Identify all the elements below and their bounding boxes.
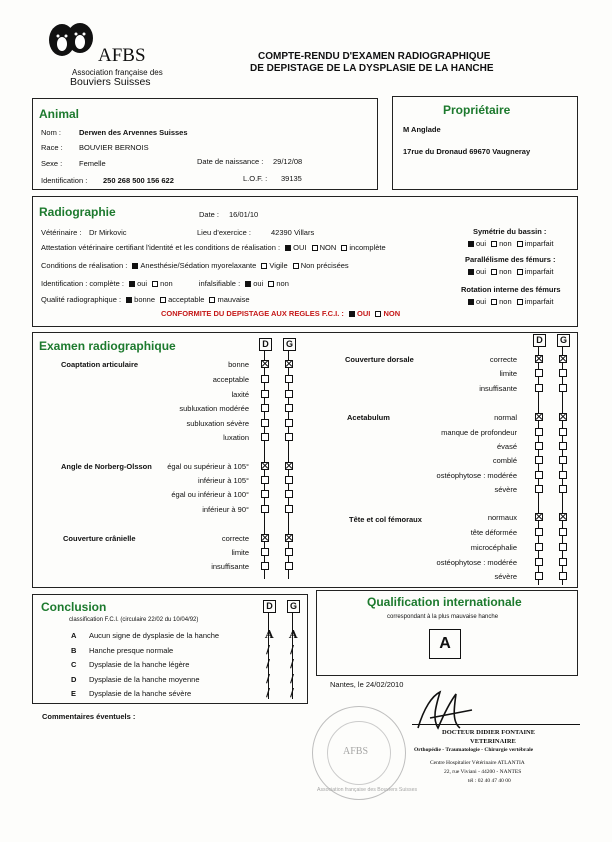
radiographie-title: Radiographie <box>39 205 116 219</box>
attestation-row <box>41 243 386 252</box>
proprietaire-title: Propriétaire <box>443 103 511 117</box>
rotation-non-checkbox[interactable] <box>491 299 497 305</box>
conditions-label: Conditions de réalisation : <box>41 261 128 270</box>
acetabulum-osteo-sev-d-checkbox[interactable] <box>535 485 543 493</box>
coaptation-luxation-d-checkbox[interactable] <box>261 433 269 441</box>
attestation-non-checkbox[interactable] <box>312 245 318 251</box>
infalsifiable-label: infalsifiable : <box>198 279 241 288</box>
acetabulum-item: sévère <box>494 485 517 494</box>
norberg-label: Angle de Norberg-Olsson <box>61 462 152 471</box>
stamp-line2: VETERINAIRE <box>470 738 516 745</box>
id-label: Identification : <box>41 176 88 185</box>
examen-title: Examen radiographique <box>39 339 176 353</box>
vet-stamp <box>412 724 580 794</box>
logo-line1: Association française des <box>72 68 163 77</box>
coaptation-luxation-g-checkbox[interactable] <box>285 433 293 441</box>
attestation-incomplete-label: incomplète <box>349 243 386 252</box>
couv-dors-insuff-g-checkbox[interactable] <box>559 384 567 392</box>
coaptation-subluxmod-d-checkbox[interactable] <box>261 404 269 412</box>
couv-cran-item: correcte <box>221 534 249 543</box>
parallelisme-imparfait-label: imparfait <box>524 267 554 276</box>
right-col-g-header: G <box>557 334 570 347</box>
coaptation-subluxsev-d-checkbox[interactable] <box>261 419 269 427</box>
ident-complete-non-checkbox[interactable] <box>152 281 158 287</box>
grade-letter: B <box>71 646 77 655</box>
dog-logo-icon <box>46 20 96 62</box>
lof-value: 39135 <box>281 174 302 183</box>
examen-section <box>32 332 578 588</box>
qualification-grade-box <box>429 629 461 659</box>
logo <box>42 18 172 88</box>
coaptation-acceptable-g-checkbox[interactable] <box>285 375 293 383</box>
couv-dors-item: limite <box>499 369 517 378</box>
couv-cran-correcte-d-checkbox[interactable] <box>261 534 269 542</box>
norberg-105plus-d-checkbox[interactable] <box>261 462 269 470</box>
grade-text: Hanche presque normale <box>89 646 174 655</box>
parallelisme-label: Parallélisme des fémurs : <box>465 255 556 264</box>
conformite-non-label: NON <box>383 309 401 318</box>
couv-cran-limite-g-checkbox[interactable] <box>285 548 293 556</box>
attestation-incomplete-checkbox[interactable] <box>341 245 347 251</box>
grade-d-value: / <box>266 657 271 670</box>
rotation-imparfait-checkbox[interactable] <box>517 299 523 305</box>
animal-section <box>32 98 378 190</box>
place-date: Nantes, le 24/02/2010 <box>330 680 404 689</box>
seal-text: Association française des Bouviers Suisses <box>317 787 418 793</box>
symetrie-imparfait-label: imparfait <box>524 239 554 248</box>
radio-date-value: 16/01/10 <box>229 210 259 219</box>
rotation-non-label: non <box>499 297 512 306</box>
coaptation-item: acceptable <box>212 375 249 384</box>
qualification-subtitle: correspondant à la plus mauvaise hanche <box>387 614 499 620</box>
rotation-imparfait-label: imparfait <box>524 297 554 306</box>
attestation-label: Attestation vétérinaire certifiant l'identité et les conditions de réalisation : <box>41 243 281 252</box>
couv-cran-insuff-g-checkbox[interactable] <box>285 562 293 570</box>
title-line1: COMPTE-RENDU D'EXAMEN RADIOGRAPHIQUE <box>258 51 491 62</box>
title-line2: DE DEPISTAGE DE LA DYSPLASIE DE LA HANCHE <box>250 63 494 74</box>
left-col-d-header: D <box>259 338 272 351</box>
coaptation-item: subluxation sévère <box>186 419 249 428</box>
parallelisme-options <box>465 267 553 276</box>
grade-text: Dysplasie de la hanche sévère <box>89 689 192 698</box>
rotation-label: Rotation interne des fémurs <box>461 285 561 294</box>
couv-dors-limite-d-checkbox[interactable] <box>535 369 543 377</box>
grade-g-value: A <box>289 628 298 641</box>
attestation-oui-checkbox[interactable] <box>285 245 291 251</box>
coaptation-subluxsev-g-checkbox[interactable] <box>285 419 293 427</box>
parallelisme-non-checkbox[interactable] <box>491 269 497 275</box>
conclusion-col-g-header: G <box>287 600 300 613</box>
conformite-label: CONFORMITE DU DEPISTAGE AUX REGLES F.C.I. : <box>161 309 344 318</box>
stamp-line6: tél : 02 40 47 40 00 <box>468 778 511 784</box>
ident-complete-oui-label: oui <box>137 279 148 288</box>
grade-text: Aucun signe de dysplasie de la hanche <box>89 631 220 640</box>
grade-d-value: / <box>266 686 271 699</box>
grade-d-value: / <box>266 672 271 685</box>
cond-anesthesie-label: Anesthésie/Sédation myorelaxante <box>140 261 257 270</box>
rotation-oui-checkbox[interactable] <box>468 299 474 305</box>
symetrie-non-label: non <box>499 239 512 248</box>
commentaires-label: Commentaires éventuels : <box>42 712 136 721</box>
qualite-label: Qualité radiographique : <box>41 295 122 304</box>
grade-g-value: / <box>290 657 295 670</box>
conformite-row <box>161 309 400 318</box>
parallelisme-non-label: non <box>499 267 512 276</box>
vet-stamp-rule <box>412 724 580 725</box>
tete-osteo-mod-g-checkbox[interactable] <box>559 558 567 566</box>
couv-cran-insuff-d-checkbox[interactable] <box>261 562 269 570</box>
qualite-bonne-label: bonne <box>134 295 156 304</box>
seal-abbr: AFBS <box>343 746 369 757</box>
attestation-oui-label: OUI <box>293 243 307 252</box>
owner-name: M Anglade <box>403 125 441 134</box>
acetabulum-comble-d-checkbox[interactable] <box>535 456 543 464</box>
owner-address: 17rue du Dronaud 69670 Vaugneray <box>403 147 531 156</box>
lof-label: L.O.F. : <box>243 174 268 183</box>
norberg-100-g-checkbox[interactable] <box>285 490 293 498</box>
right-col-d-header: D <box>533 334 546 347</box>
parallelisme-imparfait-checkbox[interactable] <box>517 269 523 275</box>
norberg-item: inférieur à 90° <box>202 505 249 514</box>
acetabulum-item: évasé <box>496 442 517 451</box>
norberg-105minus-d-checkbox[interactable] <box>261 476 269 484</box>
conditions-row <box>41 261 349 270</box>
grade-d-value: / <box>266 643 271 656</box>
tete-osteo-sev-g-checkbox[interactable] <box>559 572 567 580</box>
logo-abbr: AFBS <box>98 45 146 66</box>
infalsifiable-oui-label: oui <box>253 279 264 288</box>
cond-nonprecisees-label: Non précisées <box>300 261 349 270</box>
acetabulum-normal-d-checkbox[interactable] <box>535 413 543 421</box>
norberg-100-d-checkbox[interactable] <box>261 490 269 498</box>
norberg-item: égal ou supérieur à 105° <box>167 462 249 471</box>
grade-d-value: A <box>265 628 274 641</box>
coaptation-subluxmod-g-checkbox[interactable] <box>285 404 293 412</box>
tete-micro-g-checkbox[interactable] <box>559 543 567 551</box>
acetabulum-label: Acetabulum <box>347 413 390 422</box>
infalsifiable-oui-checkbox[interactable] <box>245 281 251 287</box>
nom-label: Nom : <box>41 128 62 137</box>
acetabulum-comble-g-checkbox[interactable] <box>559 456 567 464</box>
vet-value: Dr Mirkovic <box>89 228 127 237</box>
coaptation-bonne-g-checkbox[interactable] <box>285 360 293 368</box>
parallelisme-oui-checkbox[interactable] <box>468 269 474 275</box>
coaptation-label: Coaptation articulaire <box>61 360 139 369</box>
ident-complete-non-label: non <box>160 279 173 288</box>
acetabulum-item: manque de profondeur <box>441 428 517 437</box>
ident-complete-oui-checkbox[interactable] <box>129 281 135 287</box>
conformite-non-checkbox[interactable] <box>375 311 381 317</box>
race-value: BOUVIER BERNOIS <box>79 143 149 152</box>
symetrie-oui-label: oui <box>476 239 487 248</box>
acetabulum-osteo-sev-g-checkbox[interactable] <box>559 485 567 493</box>
conclusion-section <box>32 594 308 704</box>
tete-item: sévère <box>494 572 517 581</box>
norberg-105minus-g-checkbox[interactable] <box>285 476 293 484</box>
coaptation-laxite-g-checkbox[interactable] <box>285 390 293 398</box>
identification-row <box>41 279 289 288</box>
acetabulum-item: normal <box>494 413 517 422</box>
tete-normaux-d-checkbox[interactable] <box>535 513 543 521</box>
tete-deformee-g-checkbox[interactable] <box>559 528 567 536</box>
tete-item: tête déformée <box>470 528 517 537</box>
coaptation-acceptable-d-checkbox[interactable] <box>261 375 269 383</box>
qualite-acceptable-checkbox[interactable] <box>160 297 166 303</box>
cond-nonprecisees-checkbox[interactable] <box>293 263 299 269</box>
sexe-value: Femelle <box>79 159 106 168</box>
couv-dors-correcte-d-checkbox[interactable] <box>535 355 543 363</box>
logo-line2: Bouviers Suisses <box>70 76 151 88</box>
grade-text: Dysplasie de la hanche moyenne <box>89 675 200 684</box>
qualite-bonne-checkbox[interactable] <box>126 297 132 303</box>
rotation-options <box>465 297 553 306</box>
acetabulum-evase-d-checkbox[interactable] <box>535 442 543 450</box>
tete-osteo-mod-d-checkbox[interactable] <box>535 558 543 566</box>
classification-note: classification F.C.I. (circulaire 22/02 du 10/04/92) <box>69 617 199 623</box>
tete-micro-d-checkbox[interactable] <box>535 543 543 551</box>
couv-cran-label: Couverture crânielle <box>63 534 136 543</box>
coaptation-item: laxité <box>231 390 249 399</box>
tete-osteo-sev-d-checkbox[interactable] <box>535 572 543 580</box>
acetabulum-normal-g-checkbox[interactable] <box>559 413 567 421</box>
grade-letter: A <box>71 631 77 640</box>
lieu-value: 42390 Villars <box>271 228 315 237</box>
qualification-section <box>316 590 578 676</box>
acetabulum-osteo-mod-g-checkbox[interactable] <box>559 471 567 479</box>
grade-g-value: / <box>290 643 295 656</box>
couv-dors-label: Couverture dorsale <box>345 355 414 364</box>
tete-deformee-d-checkbox[interactable] <box>535 528 543 536</box>
cond-vigile-checkbox[interactable] <box>261 263 267 269</box>
nom-value: Derwen des Arvennes Suisses <box>79 128 188 137</box>
qualification-title: Qualification internationale <box>367 595 522 609</box>
stamp-line5: 22, rue Viviani - 44200 - NANTES <box>444 769 522 775</box>
tete-normaux-g-checkbox[interactable] <box>559 513 567 521</box>
couv-dors-item: correcte <box>489 355 517 364</box>
qualite-mauvaise-checkbox[interactable] <box>209 297 215 303</box>
proprietaire-section <box>392 96 578 190</box>
infalsifiable-non-checkbox[interactable] <box>268 281 274 287</box>
couv-dors-limite-g-checkbox[interactable] <box>559 369 567 377</box>
symetrie-imparfait-checkbox[interactable] <box>517 241 523 247</box>
norberg-item: inférieur à 105° <box>198 476 249 485</box>
symetrie-oui-checkbox[interactable] <box>468 241 474 247</box>
sexe-label: Sexe : <box>41 159 63 168</box>
animal-title: Animal <box>39 107 80 121</box>
afbs-seal <box>312 706 418 800</box>
norberg-105plus-g-checkbox[interactable] <box>285 462 293 470</box>
couv-dors-item: insuffisante <box>479 384 517 393</box>
qualification-grade: A <box>439 635 451 652</box>
cond-vigile-label: Vigile <box>269 261 288 270</box>
conclusion-title: Conclusion <box>41 600 107 614</box>
symetrie-label: Symétrie du bassin : <box>473 227 547 236</box>
grade-letter: C <box>71 660 77 669</box>
qualite-acceptable-label: acceptable <box>168 295 205 304</box>
attestation-non-label: NON <box>319 243 337 252</box>
rotation-oui-label: oui <box>476 297 487 306</box>
race-label: Race : <box>41 143 63 152</box>
ident-label: Identification : complète : <box>41 279 124 288</box>
couv-cran-item: insuffisante <box>211 562 249 571</box>
tete-item: ostéophytose : modérée <box>436 558 517 567</box>
acetabulum-item: ostéophytose : modérée <box>436 471 517 480</box>
symetrie-non-checkbox[interactable] <box>491 241 497 247</box>
acetabulum-evase-g-checkbox[interactable] <box>559 442 567 450</box>
parallelisme-oui-label: oui <box>476 267 487 276</box>
couv-dors-insuff-d-checkbox[interactable] <box>535 384 543 392</box>
coaptation-item: subluxation modérée <box>179 404 249 413</box>
norberg-90-g-checkbox[interactable] <box>285 505 293 513</box>
left-col-g-header: G <box>283 338 296 351</box>
couv-dors-correcte-g-checkbox[interactable] <box>559 355 567 363</box>
grade-letter: D <box>71 675 77 684</box>
coaptation-item: luxation <box>223 433 249 442</box>
grade-g-value: / <box>290 686 295 699</box>
tete-label: Tête et col fémoraux <box>349 515 422 524</box>
id-value: 250 268 500 156 622 <box>103 176 174 185</box>
radio-date-label: Date : <box>199 210 220 219</box>
vet-label: Vétérinaire : <box>41 228 82 237</box>
couv-cran-limite-d-checkbox[interactable] <box>261 548 269 556</box>
acetabulum-manque-d-checkbox[interactable] <box>535 428 543 436</box>
stamp-line3: Orthopédie - Traumatologie - Chirurgie vertébrale <box>414 747 534 753</box>
acetabulum-item: comblé <box>492 456 517 465</box>
qualite-row <box>41 295 250 304</box>
norberg-item: égal ou inférieur à 100° <box>171 490 249 499</box>
conformite-oui-checkbox[interactable] <box>349 311 355 317</box>
radiographie-section <box>32 196 578 327</box>
acetabulum-manque-g-checkbox[interactable] <box>559 428 567 436</box>
infalsifiable-non-label: non <box>276 279 289 288</box>
dob-value: 29/12/08 <box>273 157 303 166</box>
cond-anesthesie-checkbox[interactable] <box>132 263 138 269</box>
tete-item: normaux <box>487 513 517 522</box>
acetabulum-osteo-mod-d-checkbox[interactable] <box>535 471 543 479</box>
tete-item: microcéphalie <box>470 543 517 552</box>
dob-label: Date de naissance : <box>197 157 264 166</box>
grade-text: Dysplasie de la hanche légère <box>89 660 190 669</box>
couv-cran-correcte-g-checkbox[interactable] <box>285 534 293 542</box>
symetrie-options <box>465 239 553 248</box>
couv-cran-item: limite <box>231 548 249 557</box>
coaptation-item: bonne <box>228 360 249 369</box>
norberg-90-d-checkbox[interactable] <box>261 505 269 513</box>
grade-g-value: / <box>290 672 295 685</box>
grade-letter: E <box>71 689 77 698</box>
stamp-line4: Centre Hospitalier Vétérinaire ATLANTIA <box>430 760 525 766</box>
conclusion-col-d-header: D <box>263 600 276 613</box>
stamp-line1: DOCTEUR DIDIER FONTAINE <box>442 729 536 736</box>
qualite-mauvaise-label: mauvaise <box>217 295 250 304</box>
coaptation-bonne-d-checkbox[interactable] <box>261 360 269 368</box>
lieu-label: Lieu d'exercice : <box>197 228 251 237</box>
conformite-oui-label: OUI <box>357 309 371 318</box>
coaptation-laxite-d-checkbox[interactable] <box>261 390 269 398</box>
